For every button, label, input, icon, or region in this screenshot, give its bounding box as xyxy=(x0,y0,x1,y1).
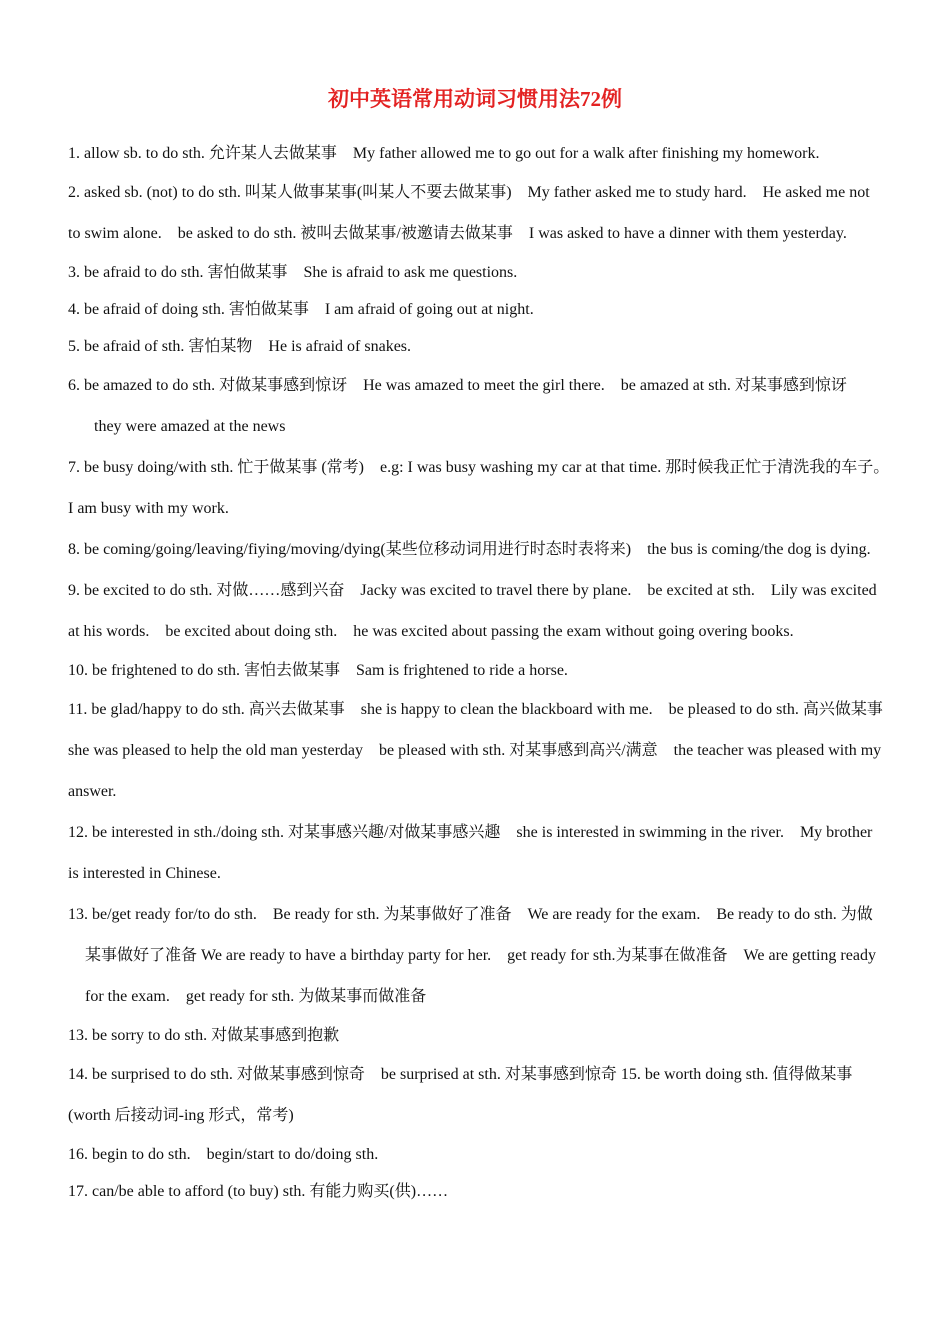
list-item: 17. can/be able to afford (to buy) sth. 有能力购买(供)…… xyxy=(68,1183,449,1200)
list-item: 13. be sorry to do sth. 对做某事感到抱歉 xyxy=(68,1027,340,1044)
list-item: 3. be afraid to do sth. 害怕做某事 She is afraid to ask me questions. xyxy=(68,264,518,281)
list-item: 2. asked sb. (not) to do sth. 叫某人做事某事(叫某人不要去做某事) My father asked me to study hard. He asked me not to swim alone. be asked to do sth. 被叫去做某事/被邀请去做某事 I was asked to have a dinner with them yesterday. xyxy=(68,184,870,242)
list-item: 6. be amazed to do sth. 对做某事感到惊讶 He was amazed to meet the girl there. be amazed at sth. 对某事感到惊讶 they were amazed at the news xyxy=(68,377,863,435)
list-item: 10. be frightened to do sth. 害怕去做某事 Sam is frightened to ride a horse. xyxy=(68,662,568,679)
list-item: 4. be afraid of doing sth. 害怕做某事 I am afraid of going out at night. xyxy=(68,301,534,318)
list-item: 8. be coming/going/leaving/fiying/moving/dying(某些位移动词用进行时态时表将来) the bus is coming/the dog is dying. xyxy=(68,541,871,558)
list-item: 9. be excited to do sth. 对做……感到兴奋 Jacky was excited to travel there by plane. be excited at sth. Lily was excited at his words. be excited about doing sth. he was excited about passing the exam without going overing books. xyxy=(68,582,877,640)
list-item: 7. be busy doing/with sth. 忙于做某事 (常考) e.g: I was busy washing my car at that time. 那时候我正忙于清洗我的车子。 I am busy with my work. xyxy=(68,459,898,517)
list-item: 11. be glad/happy to do sth. 高兴去做某事 she is happy to clean the blackboard with me. be pleased to do sth. 高兴做某事 she was pleased to help the old man yesterday be pleased with sth. 对某事感到高兴/满意 the teacher was pleased with my answer. xyxy=(68,701,899,800)
entry-list xyxy=(68,135,899,1210)
list-item: 5. be afraid of sth. 害怕某物 He is afraid of snakes. xyxy=(68,338,412,355)
list-item: 12. be interested in sth./doing sth. 对某事感兴趣/对做某事感兴趣 she is interested in swimming in the river. My brother is interested in Chinese. xyxy=(68,824,873,882)
list-item: 16. begin to do sth. begin/start to do/doing sth. xyxy=(68,1146,379,1163)
list-item: 14. be surprised to do sth. 对做某事感到惊奇 be surprised at sth. 对某事感到惊奇 15. be worth doing sth. 值得做某事 (worth 后接动词-ing 形式，常考) xyxy=(68,1066,853,1124)
list-item: 1. allow sb. to do sth. 允许某人去做某事 My father allowed me to go out for a walk after finishing my homework. xyxy=(68,145,820,162)
list-item: 13. be/get ready for/to do sth. Be ready for sth. 为某事做好了准备 We are ready for the exam. Be ready to do sth. 为做某事做好了准备 We are ready to have a birthday party for her. get ready for sth.为某事在做准备 We are getting ready for the exam. get ready for sth. 为做某事而做准备 xyxy=(68,906,876,1005)
page-title: 初中英语常用动词习惯用法72例 xyxy=(328,87,622,111)
